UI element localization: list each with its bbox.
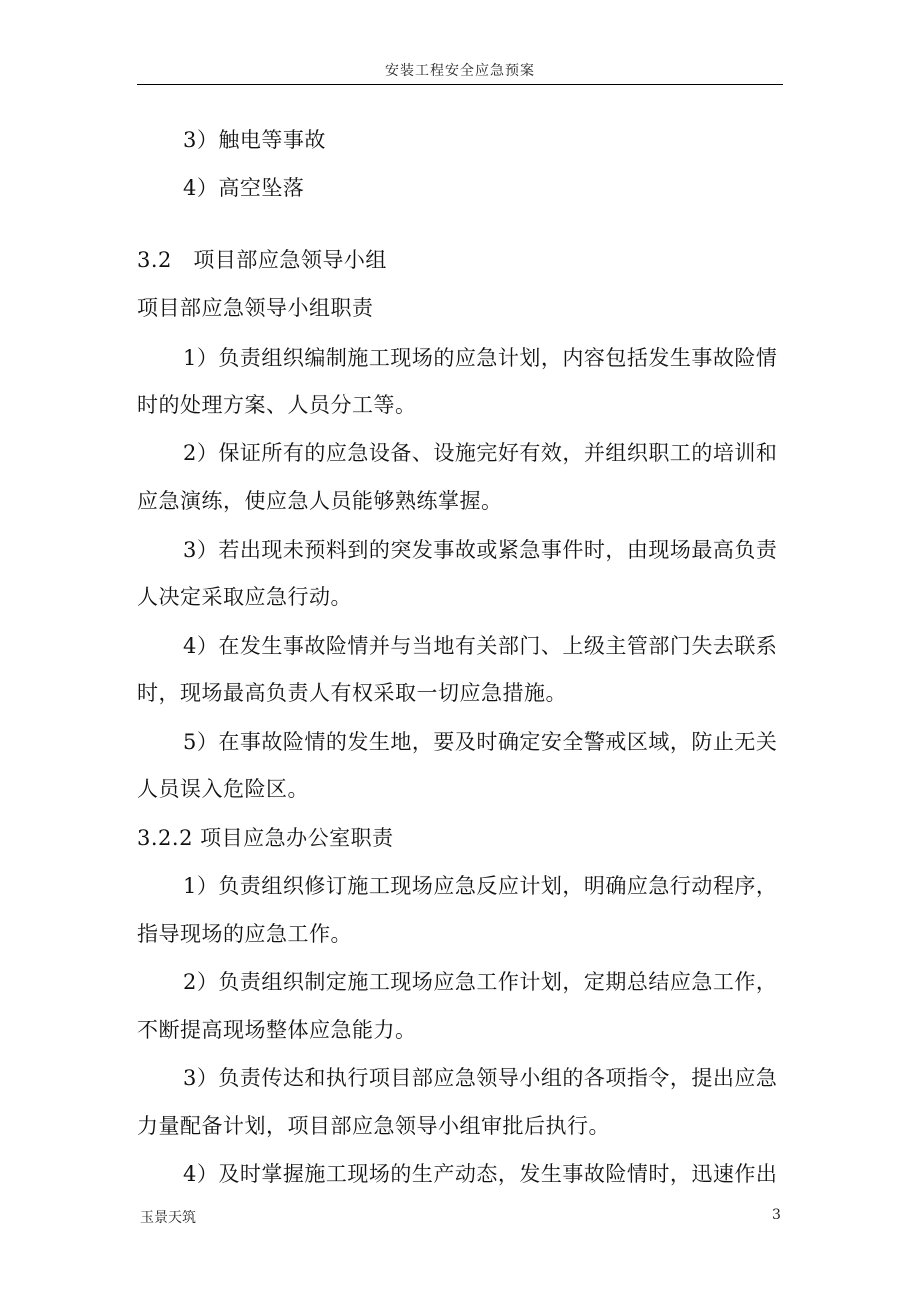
paragraph-line: 5）在事故险情的发生地，要及时确定安全警戒区域，防止无关 [183,730,778,754]
paragraph-line: 2）负责组织制定施工现场应急工作计划，定期总结应急工作， [183,970,778,994]
paragraph-line: 不断提高现场整体应急能力。 [137,1018,417,1042]
paragraph-line: 人员误入危险区。 [137,777,309,801]
paragraph-line: 时，现场最高负责人有权采取一切应急措施。 [137,681,567,705]
paragraph-line: 1）负责组织修订施工现场应急反应计划，明确应急行动程序， [183,874,778,898]
page-number: 3 [772,1207,781,1223]
list-item: 4）高空坠落 [183,176,305,200]
paragraph-line: 指导现场的应急工作。 [137,922,352,946]
page-header: 安装工程安全应急预案 [385,63,535,79]
paragraph-line: 2）保证所有的应急设备、设施完好有效，并组织职工的培训和 [183,441,778,465]
paragraph-line: 3）若出现未预料到的突发事故或紧急事件时，由现场最高负责 [183,538,778,562]
header-rule [137,84,783,85]
subsection-heading: 3.2.2 项目应急办公室职责 [137,826,394,850]
paragraph-line: 应急演练，使应急人员能够熟练掌握。 [137,489,503,513]
paragraph-line: 时的处理方案、人员分工等。 [137,393,417,417]
subsection-heading: 项目部应急领导小组职责 [137,296,374,320]
paragraph-line: 4）在发生事故险情并与当地有关部门、上级主管部门失去联系 [183,634,778,658]
paragraph-line: 4）及时掌握施工现场的生产动态，发生事故险情时，迅速作出 [183,1162,778,1186]
paragraph-line: 力量配备计划，项目部应急领导小组审批后执行。 [137,1114,610,1138]
section-heading: 3.2 项目部应急领导小组 [137,248,387,272]
paragraph-line: 人决定采取应急行动。 [137,585,352,609]
list-item: 3）触电等事故 [183,128,326,152]
paragraph-line: 1）负责组织编制施工现场的应急计划，内容包括发生事故险情 [183,346,778,370]
page-footer-left: 玉景天筑 [140,1210,196,1226]
paragraph-line: 3）负责传达和执行项目部应急领导小组的各项指令，提出应急 [183,1066,778,1090]
